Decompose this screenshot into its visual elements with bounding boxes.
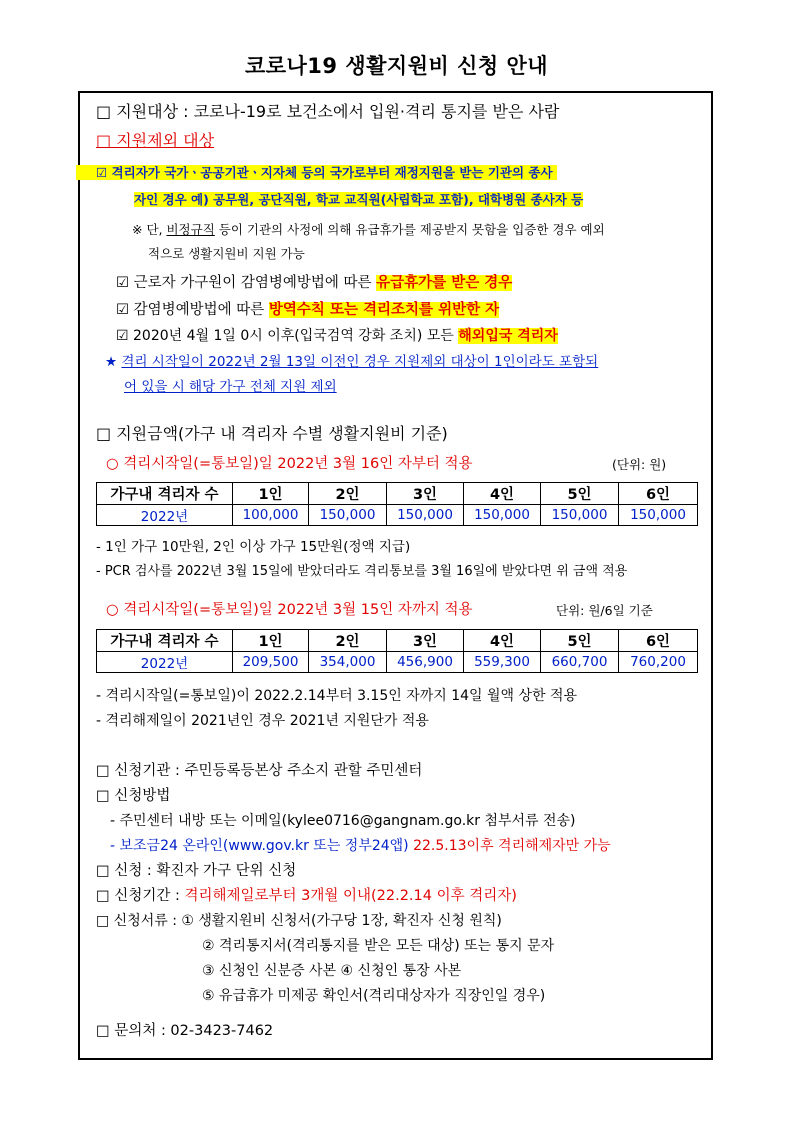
table-cell: 150,000 <box>541 505 619 526</box>
table-header-cell: 5인 <box>541 483 619 505</box>
table-cell: 150,000 <box>619 505 698 526</box>
apply-method-1: - 주민센터 내방 또는 이메일(kylee0716@gangnam.go.kr 첨부서류 전송) <box>110 813 576 829</box>
table-header-cell: 6인 <box>619 483 698 505</box>
exclusion-star-line-2: 어 있을 시 해당 가구 전체 지원 제외 <box>124 379 337 395</box>
apply-agency: □ 신청기관 : 주민등록등본상 주소지 관할 주민센터 <box>96 763 423 779</box>
amount-heading: □ 지원금액(가구 내 격리자 수별 생활지원비 기준) <box>96 424 448 443</box>
table-cell: 559,300 <box>464 652 541 673</box>
table-header-cell: 1인 <box>233 630 309 652</box>
table-cell: 660,700 <box>541 652 619 673</box>
amount-unit-2: 단위: 원/6일 기준 <box>556 603 653 618</box>
table-header-cell: 4인 <box>464 483 541 505</box>
table-cell: 456,900 <box>387 652 464 673</box>
page-title: 코로나19 생활지원비 신청 안내 <box>244 54 549 78</box>
table-header-cell: 가구내 격리자 수 <box>97 483 233 505</box>
exclusion-note-line-2: 적으로 생활지원비 지원 가능 <box>148 246 305 261</box>
apply-doc-2: ② 격리통지서(격리통지를 받은 모든 대상) 또는 통지 문자 <box>202 938 555 954</box>
table-row <box>97 652 698 673</box>
amount-note-2: - PCR 검사를 2022년 3월 15일에 받았더라도 격리통보를 3월 16일에 받았다면 위 금액 적용 <box>96 564 628 579</box>
table-cell: 760,200 <box>619 652 698 673</box>
table-cell: 2022년 <box>97 652 233 673</box>
amount-sub-heading-1: ○ 격리시작일(=통보일)일 2022년 3월 16인 자부터 적용 <box>106 456 473 472</box>
table-cell: 150,000 <box>309 505 387 526</box>
amount-sub-heading-2: ○ 격리시작일(=통보일)일 2022년 3월 15인 자까지 적용 <box>106 602 473 618</box>
exclusion-item-4: ☑ 2020년 4월 1일 0시 이후(입국검역 강화 조치) 모든 해외입국 격리자 <box>116 328 558 344</box>
table-cell: 150,000 <box>464 505 541 526</box>
apply-applicant: □ 신청 : 확진자 가구 단위 신청 <box>96 863 297 879</box>
exclusion-item-1-line-1: ☑ 격리자가 국가ㆍ공공기관ㆍ지자체 등의 국가로부터 재정지원을 받는 기관의 종사 <box>96 163 557 183</box>
apply-docs: □ 신청서류 : ① 생활지원비 신청서(가구당 1장, 확진자 신청 원칙) <box>96 913 502 929</box>
table-cell: 150,000 <box>387 505 464 526</box>
table-row <box>97 505 698 526</box>
table-header-cell: 1인 <box>233 483 309 505</box>
apply-method-heading: □ 신청방법 <box>96 788 171 804</box>
exclusion-note-line-1: ※ 단, 비정규직 등이 기관의 사정에 의해 유급휴가를 제공받지 못함을 입증한 경우 예외 <box>132 222 605 237</box>
apply-period: □ 신청기간 : 격리해제일로부터 3개월 이내(22.2.14 이후 격리자) <box>96 888 517 904</box>
apply-doc-3: ③ 신청인 신분증 사본 ④ 신청인 통장 사본 <box>202 963 462 979</box>
apply-method-2: - 보조금24 온라인(www.gov.kr 또는 정부24앱) 22.5.13이후 격리해제자만 가능 <box>110 838 611 854</box>
table-header-cell: 2인 <box>309 630 387 652</box>
table-cell: 354,000 <box>309 652 387 673</box>
table-header-cell: 4인 <box>464 630 541 652</box>
table-cell: 2022년 <box>97 505 233 526</box>
amount-unit-1: (단위: 원) <box>612 457 667 472</box>
contact-info: □ 문의처 : 02-3423-7462 <box>96 1023 274 1039</box>
amount-table-2 <box>96 629 698 673</box>
table-cell: 100,000 <box>233 505 309 526</box>
table-header-row <box>97 630 698 652</box>
table-header-cell: 가구내 격리자 수 <box>97 630 233 652</box>
table-header-cell: 6인 <box>619 630 698 652</box>
table-header-cell: 2인 <box>309 483 387 505</box>
exclusion-star-line-1: ★ 격리 시작일이 2022년 2월 13일 이전인 경우 지원제외 대상이 1인이라도 포함되 <box>105 354 599 370</box>
exclusion-item-3: ☑ 감염병예방법에 따른 방역수칙 또는 격리조치를 위반한 자 <box>116 302 500 318</box>
star-icon: ★ <box>105 354 118 370</box>
table-header-row <box>97 483 698 505</box>
amount-table-1 <box>96 482 698 526</box>
support-target: □ 지원대상 : 코로나-19로 보건소에서 입원·격리 통지를 받은 사람 <box>96 102 560 121</box>
exclusion-item-2: ☑ 근로자 가구원이 감염병예방법에 따른 유급휴가를 받은 경우 <box>116 275 513 291</box>
exclusion-heading: □ 지원제외 대상 <box>96 131 215 150</box>
amount-note-3: - 격리시작일(=통보일)이 2022.2.14부터 3.15인 자까지 14일 월액 상한 적용 <box>96 688 578 704</box>
table-header-cell: 5인 <box>541 630 619 652</box>
table-header-cell: 3인 <box>387 483 464 505</box>
apply-doc-4: ⑤ 유급휴가 미제공 확인서(격리대상자가 직장인일 경우) <box>202 988 546 1004</box>
amount-note-4: - 격리해제일이 2021년인 경우 2021년 지원단가 적용 <box>96 713 429 729</box>
exclusion-item-1-line-2: 자인 경우 예) 공무원, 공단직원, 학교 교직원(사립학교 포함), 대학병원 종사자 등 <box>134 192 584 207</box>
table-header-cell: 3인 <box>387 630 464 652</box>
amount-note-1: - 1인 가구 10만원, 2인 이상 가구 15만원(정액 지급) <box>96 539 411 555</box>
table-cell: 209,500 <box>233 652 309 673</box>
